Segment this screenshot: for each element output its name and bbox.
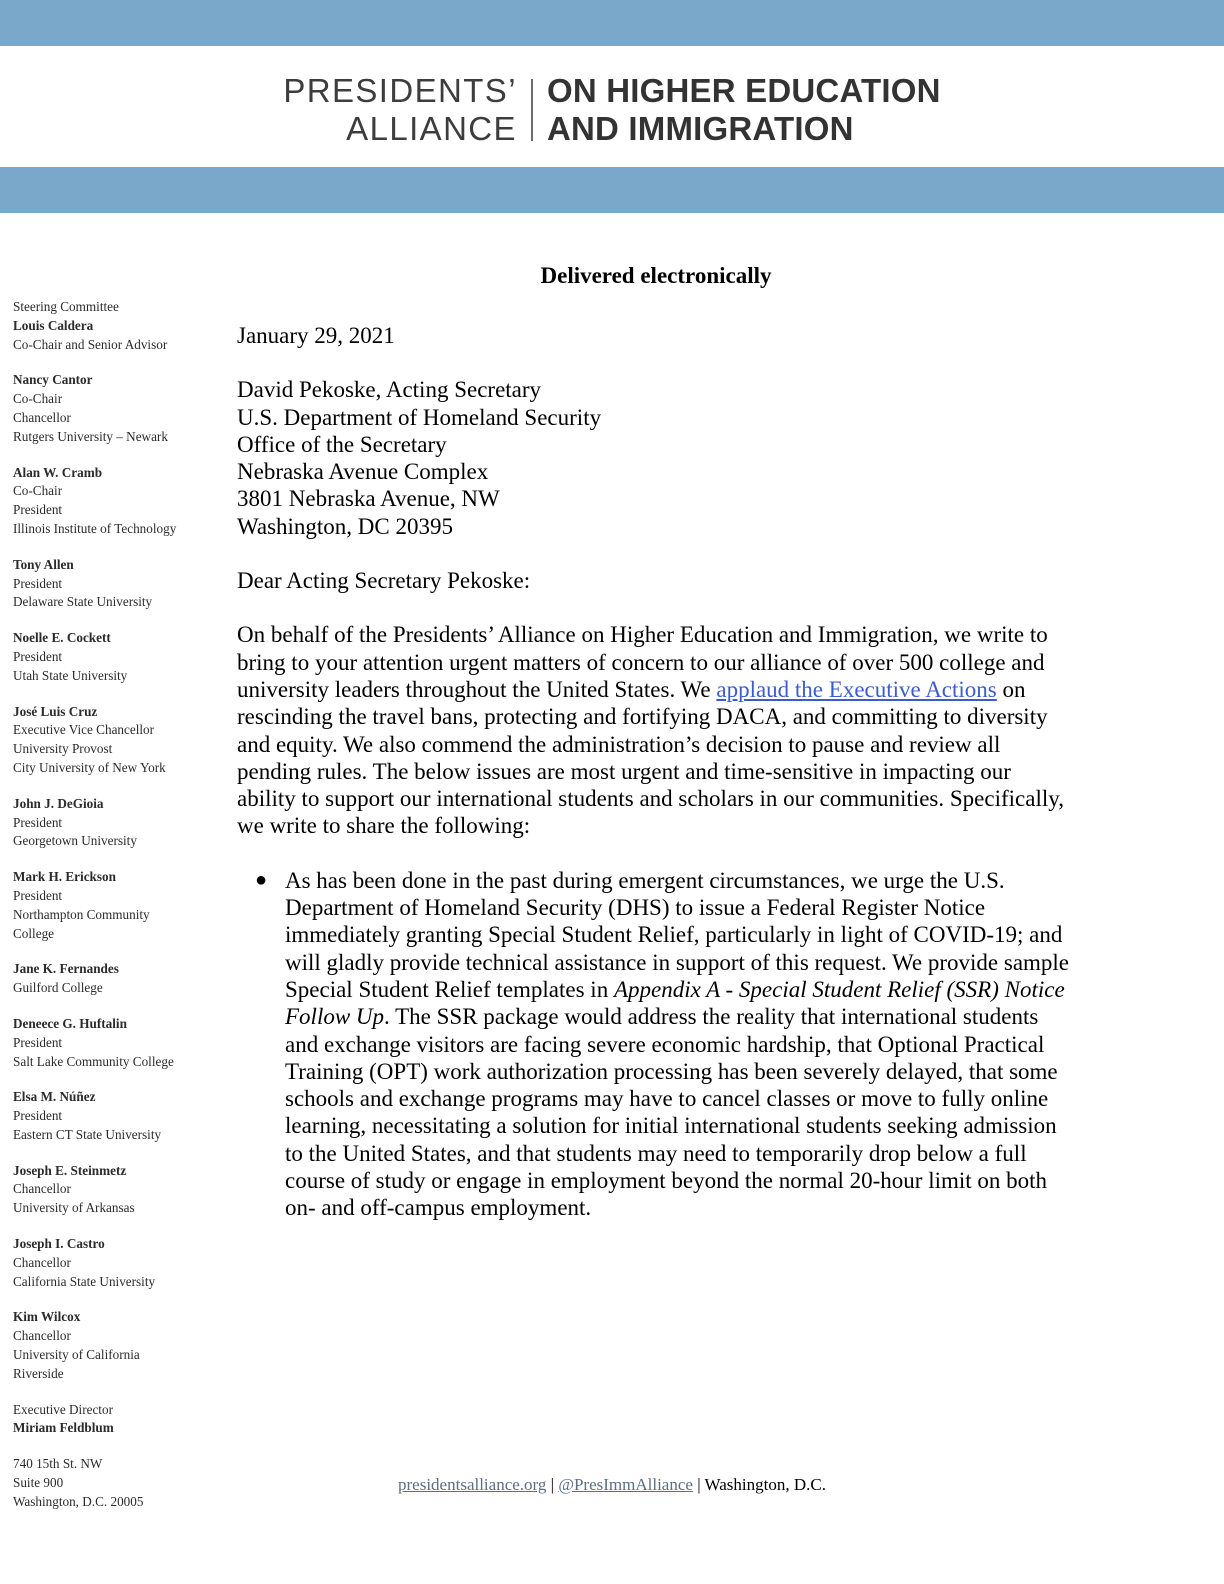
logo-left-text: [283, 72, 517, 149]
page-title: Delivered electronically: [540, 263, 772, 288]
footer-website-link[interactable]: presidentsalliance.org: [398, 1475, 547, 1494]
committee-member-block: [13, 960, 199, 998]
page-footer: [0, 1474, 1224, 1496]
letter-date: January 29, 2021: [237, 323, 395, 348]
committee-member-block: [13, 464, 199, 539]
committee-member-name: Mark H. Erickson: [13, 869, 116, 885]
committee-member-name: Joseph E. Steinmetz: [13, 1162, 127, 1178]
committee-member-detail: President: [13, 1034, 63, 1050]
committee-member-block: [13, 371, 199, 446]
committee-member-detail: Riverside: [13, 1365, 64, 1381]
recipient-address-line: Washington, DC 20395: [237, 513, 454, 539]
committee-member-block: [13, 795, 199, 851]
committee-member-detail: Illinois Institute of Technology: [13, 520, 177, 536]
committee-member-detail: Georgetown University: [13, 833, 137, 849]
opening-paragraph: [237, 621, 1075, 839]
committee-member-name: Nancy Cantor: [13, 372, 93, 388]
committee-member-detail: President: [13, 648, 63, 664]
bullet-text-part2: . The SSR package would address the reality that international students and exchange visitors are facing severe economic hardship, that Optional Practical Training (OPT) work authorization processing has been severely delayed, that some schools and exchange programs may have to cancel classes or move to fully online learning, necessitating a solution for initial international students seeking admission to the United States, and that students may need to temporarily drop below a full course of study or engage in employment beyond the normal 20-hour limit on both on- and off-campus employment.: [285, 1004, 1058, 1221]
committee-member-detail: Utah State University: [13, 667, 128, 683]
committee-member-detail: Guilford College: [13, 980, 103, 996]
steering-committee-sidebar: [13, 298, 199, 1529]
committee-member-detail: President: [13, 575, 63, 591]
bullet-appendix-reference: Appendix A - Special Student Relief (SSR) Notice Follow Up: [285, 976, 1065, 1030]
footer-separator-2: |: [692, 1475, 705, 1494]
recipient-address-line: U.S. Department of Homeland Security: [237, 404, 602, 430]
recipient-address-block: [237, 376, 1075, 540]
committee-member-detail: Co-Chair: [13, 483, 63, 499]
committee-member-detail: Eastern CT State University: [13, 1126, 162, 1142]
committee-member-detail: President: [13, 502, 63, 518]
committee-member-detail: University of Arkansas: [13, 1200, 135, 1216]
footer-twitter-link[interactable]: @PresImmAlliance: [558, 1475, 693, 1494]
committee-member-detail: Rutgers University – Newark: [13, 428, 168, 444]
committee-member-name: Jane K. Fernandes: [13, 961, 119, 977]
committee-member-block: [13, 629, 199, 685]
committee-member-name: Deneece G. Huftalin: [13, 1015, 127, 1031]
committee-member-block: [13, 1401, 199, 1439]
committee-member-name: Louis Caldera: [13, 317, 94, 333]
committee-member-detail: President: [13, 887, 63, 903]
committee-member-name: Kim Wilcox: [13, 1309, 81, 1325]
logo-alliance-text: ALLIANCE: [346, 110, 517, 147]
committee-member-detail: Salt Lake Community College: [13, 1053, 174, 1069]
logo-higher-education-text: ON HIGHER EDUCATION: [546, 71, 941, 109]
opening-paragraph-part1: On behalf of the Presidents’ Alliance on Higher Education and Immigration, we write to bring to your attention urgent matters of concern to our alliance of over 500 college and university leaders throughout the United States. We: [237, 622, 1048, 702]
opening-paragraph-part2: on rescinding the travel bans, protecting and fortifying DACA, and committing to diversity and equity. We also commend the administration’s decision to pause and review all pending rules. The below issues are most urgent and time-sensitive in impacting our ability to support our international students and scholars in our communities. Specifically, we write to share the following:: [237, 676, 1064, 839]
committee-member-block: [13, 1088, 199, 1144]
footer-separator-1: |: [546, 1475, 559, 1494]
committee-member-detail: President: [13, 1108, 63, 1124]
committee-member-name: Joseph I. Castro: [13, 1236, 105, 1252]
committee-member-detail: Executive Vice Chancellor: [13, 722, 155, 738]
letter-body: [237, 262, 1075, 1222]
committee-member-block: [13, 1015, 199, 1071]
footer-location-text: Washington, D.C.: [704, 1475, 826, 1494]
recipient-address-line: Nebraska Avenue Complex: [237, 459, 489, 485]
requests-bullet-list: [237, 867, 1075, 1222]
committee-member-detail: College: [13, 925, 55, 941]
committee-member-detail: Northampton Community: [13, 906, 150, 922]
header-banner-bottom: [0, 167, 1224, 213]
committee-member-detail: California State University: [13, 1273, 156, 1289]
salutation: Dear Acting Secretary Pekoske:: [237, 568, 531, 594]
committee-member-detail: University of California: [13, 1347, 140, 1363]
committee-section-heading: Executive Director: [13, 1401, 113, 1417]
committee-member-block: [13, 556, 199, 612]
committee-member-detail: Washington, D.C. 20005: [13, 1493, 144, 1509]
committee-member-detail: City University of New York: [13, 759, 166, 775]
committee-member-detail: President: [13, 814, 63, 830]
executive-actions-link[interactable]: applaud the Executive Actions: [716, 676, 997, 702]
committee-member-name: John J. DeGioia: [13, 795, 104, 811]
committee-member-name: José Luis Cruz: [13, 703, 98, 719]
bullet-text-part1: As has been done in the past during emergent circumstances, we urge the U.S. Department of Homeland Security (DHS) to issue a Federal Register Notice immediately granting Special Student Relief, particularly in light of COVID-19; and will gladly provide technical assistance in support of this request. We provide sample Special Student Relief templates in: [285, 867, 1070, 1002]
committee-member-block: [13, 868, 199, 943]
recipient-address-line: Office of the Secretary: [237, 431, 447, 457]
committee-member-name: Miriam Feldblum: [13, 1420, 114, 1436]
committee-member-detail: 740 15th St. NW: [13, 1456, 103, 1472]
logo-presidents-text: PRESIDENTS’: [283, 71, 517, 109]
committee-member-detail: Co-Chair and Senior Advisor: [13, 336, 168, 352]
committee-member-detail: Chancellor: [13, 409, 71, 425]
committee-member-block: [13, 298, 199, 354]
bullet-point-icon: ●: [255, 868, 268, 891]
logo-divider-icon: [531, 79, 533, 141]
committee-member-block: [13, 1162, 199, 1218]
committee-member-detail: Delaware State University: [13, 594, 153, 610]
committee-member-detail: Suite 900: [13, 1475, 64, 1491]
committee-member-name: Tony Allen: [13, 556, 74, 572]
committee-member-block: [13, 1308, 199, 1383]
committee-member-block: [13, 703, 199, 778]
committee-member-detail: Chancellor: [13, 1328, 71, 1344]
committee-section-heading: Steering Committee: [13, 299, 119, 314]
recipient-address-line: David Pekoske, Acting Secretary: [237, 377, 542, 403]
committee-member-name: Alan W. Cramb: [13, 464, 103, 480]
committee-member-detail: Chancellor: [13, 1181, 71, 1197]
committee-member-name: Elsa M. Núñez: [13, 1089, 96, 1105]
committee-member-name: Noelle E. Cockett: [13, 630, 111, 646]
committee-member-block: [13, 1235, 199, 1291]
logo-immigration-text: AND IMMIGRATION: [546, 110, 854, 147]
header-banner-top: [0, 0, 1224, 46]
committee-member-detail: University Provost: [13, 741, 113, 757]
recipient-address-line: 3801 Nebraska Avenue, NW: [237, 486, 500, 512]
organization-logo: [0, 60, 1224, 160]
committee-member-detail: Co-Chair: [13, 391, 63, 407]
committee-member-detail: Chancellor: [13, 1254, 71, 1270]
logo-right-text: [547, 72, 941, 149]
list-item: [237, 867, 1075, 1222]
